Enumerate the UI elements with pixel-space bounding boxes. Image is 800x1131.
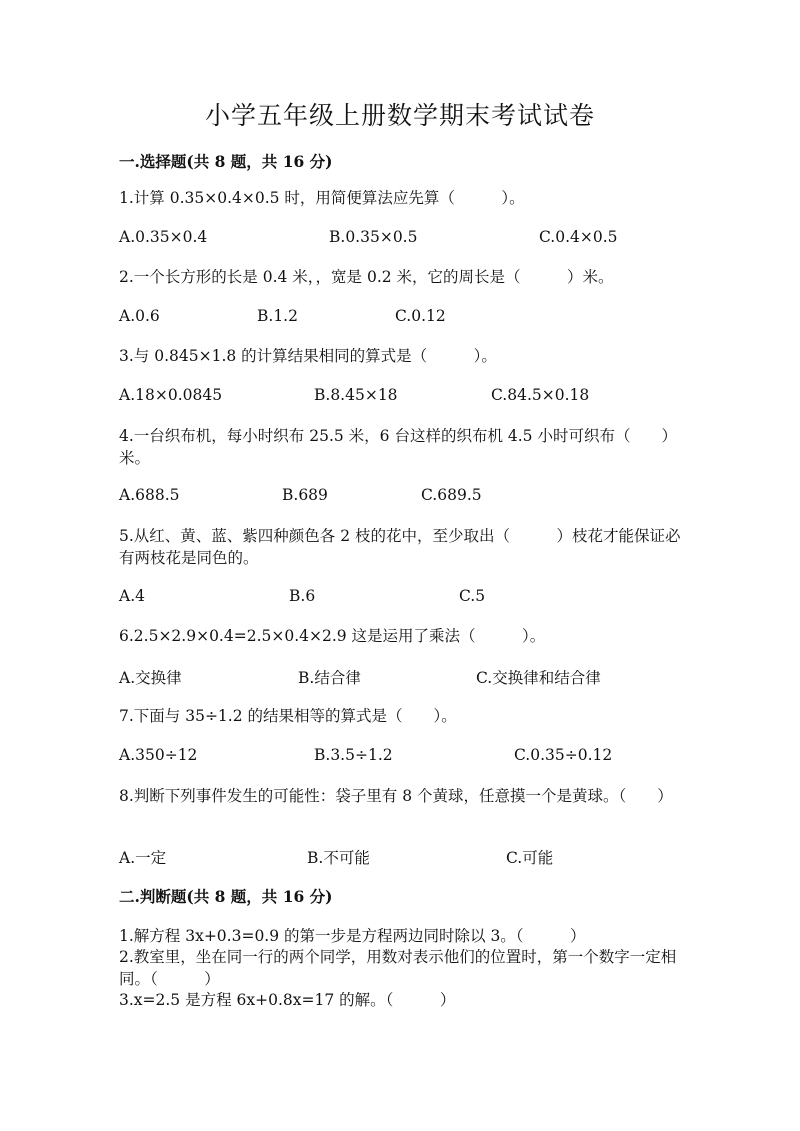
judge-question-3: 3.x=2.5 是方程 6x+0.8x=17 的解。（ ） [119, 991, 456, 1009]
question-4: 4.一台织布机，每小时织布 25.5 米，6 台这样的织布机 4.5 小时可织布（ ）米。 [119, 427, 677, 467]
question-2: 2.一个长方形的长是 0.4 米，，宽是 0.2 米，它的周长是（ ）米。 [119, 268, 614, 286]
judge-question-2: 2.教室里，坐在同一行的两个同学，用数对表示他们的位置时，第一个数字一定相同。（ ） [119, 948, 677, 988]
q4-option-a: A.688.5 [119, 486, 180, 504]
q3-option-b: B.8.45×18 [314, 386, 398, 404]
q4-option-c: C.689.5 [421, 486, 482, 504]
q6-option-b: B.结合律 [298, 669, 361, 687]
question-8: 8.判断下列事件发生的可能性：袋子里有 8 个黄球，任意摸一个是黄球。（ ） [119, 787, 673, 805]
q2-option-c: C.0.12 [395, 307, 446, 325]
q6-option-c: C.交换律和结合律 [476, 669, 601, 687]
q8-option-b: B.不可能 [307, 849, 370, 867]
question-5: 5.从红、黄、蓝、紫四种颜色各 2 枝的花中，至少取出（ ）枝花才能保证必有两枝花是同色的。 [119, 527, 681, 567]
q1-option-b: B.0.35×0.5 [329, 228, 418, 246]
q2-option-a: A.0.6 [119, 307, 160, 325]
judge-question-1: 1.解方程 3x+0.3=0.9 的第一步是方程两边同时除以 3。（ ） [119, 927, 586, 945]
q7-option-a: A.350÷12 [119, 746, 198, 764]
q7-option-c: C.0.35÷0.12 [514, 746, 613, 764]
q5-option-c: C.5 [459, 587, 486, 605]
q4-option-b: B.689 [282, 486, 328, 504]
question-6: 6.2.5×2.9×0.4=2.5×0.4×2.9 这是运用了乘法（ ）。 [119, 627, 546, 645]
question-3: 3.与 0.845×1.8 的计算结果相同的算式是（ ）。 [119, 347, 497, 365]
q8-option-a: A.一定 [119, 849, 167, 867]
q8-option-c: C.可能 [506, 849, 554, 867]
question-7: 7.下面与 35÷1.2 的结果相等的算式是（ ）。 [119, 707, 457, 725]
q1-option-c: C.0.4×0.5 [539, 228, 618, 246]
section-choice-heading: 一.选择题(共 8 题，共 16 分) [119, 152, 333, 171]
q6-option-a: A.交换律 [119, 669, 182, 687]
q5-option-a: A.4 [119, 587, 145, 605]
q3-option-c: C.84.5×0.18 [491, 386, 590, 404]
q7-option-b: B.3.5÷1.2 [314, 746, 393, 764]
question-1: 1.计算 0.35×0.4×0.5 时，用简便算法应先算（ ）。 [119, 189, 525, 207]
q1-option-a: A.0.35×0.4 [119, 228, 208, 246]
section-judge-heading: 二.判断题(共 8 题，共 16 分) [119, 887, 333, 906]
q2-option-b: B.1.2 [257, 307, 298, 325]
page-title: 小学五年级上册数学期末考试试卷 [204, 101, 595, 130]
q3-option-a: A.18×0.0845 [119, 386, 223, 404]
q5-option-b: B.6 [289, 587, 316, 605]
